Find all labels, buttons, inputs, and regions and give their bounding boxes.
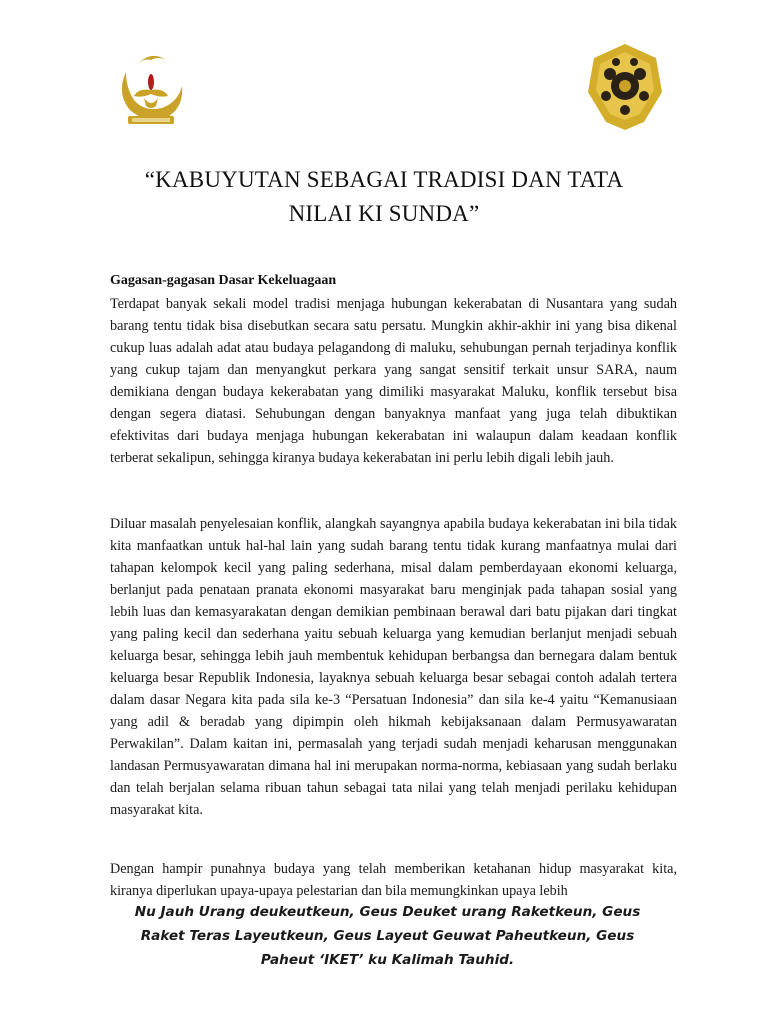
gold-crest-icon (582, 40, 668, 134)
footer-line-3: Paheut ‘IKET’ ku Kalimah Tauhid. (260, 952, 515, 968)
paragraph-2: Diluar masalah penyelesaian konflik, alangkah sayangnya apabila budaya kekerabatan ini bila tidak kita manfaatkan untuk hal-hal lain yang sudah barang tentu tidak kurang manfaatnya mulai dari tahapan kelompok kecil yang paling sederhana, misal dalam pemberdayaan ekonomi keluarga, berlanjut pada penataan pranata ekonomi masyarakat baru menginjak pada tahapan sosial yang lebih luas dan kemasyarakatan dengan demikian pembinaan berawal dari batu pijakan dari tingkat yang paling kecil dan sederhana yaitu sebuah keluarga yang kemudian berlanjut menjadi sebuah keluarga besar, sehingga lebih jauh membentuk kehidupan berbangsa dan bernegara dalam bentuk keluarga besar Republik Indonesia, layaknya sebuah keluarga besar sebagai contoh adalah tertera dalam dasar Negara kita pada sila ke-3 “Persatuan Indonesia” dan sila ke-4 yaitu “Kemanusiaan yang adil & beradab yang dipimpin oleh hikmah kebijaksanaan dalam Permusyawaratan Perwakilan”. Dalam kaitan ini, permasalah yang terjadi sudah menjadi keharusan menggunakan landasan Permusyawaratan dimana hal ini merupakan norma-norma, kebiasaan yang sudah berlaku dan telah berjalan selama ribuan tahun sebagai tata nilai yang telah menjadi perilaku kehidupan masyarakat kita. (110, 516, 677, 818)
sundanese-emblem-icon (108, 42, 194, 132)
footer-line-1: Nu Jauh Urang deukeutkeun, Geus Deuket urang Raketkeun, Geus (134, 904, 641, 920)
document-title-line-1: “KABUYUTAN SEBAGAI TRADISI DAN TATA (144, 167, 624, 192)
paragraph-3: Dengan hampir punahnya budaya yang telah memberikan ketahanan hidup masyarakat kita, kiranya diperlukan upaya-upaya pelestarian dan bila memungkinkan upaya lebih (110, 861, 677, 899)
footer-line-2: Raket Teras Layeutkeun, Geus Layeut Geuwat Paheutkeun, Geus (140, 928, 635, 944)
section-heading: Gagasan-gagasan Dasar Kekeluagaan (110, 273, 337, 288)
paragraph-1: Terdapat banyak sekali model tradisi menjaga hubungan kekerabatan di Nusantara yang sudah barang tentu tidak bisa disebutkan secara satu persatu. Mungkin akhir-akhir ini yang bisa dikenal cukup luas adalah adat atau budaya pelagandong di maluku, sehubungan pernah terjadinya konflik yang cukup tajam dan menyangkut perkara yang sangat sensitif terkait unsur SARA, naum demikiana dengan budaya kekerabatan yang dimiliki masyarakat Maluku, konflik tersebut bisa dengan segera diatasi. Sehubungan dengan banyaknya manfaat yang juga telah dibuktikan efektivitas dari budaya menjaga hubungan kekerabatan ini walaupun dalam keadaan konflik terberat sekalipun, sehingga kiranya budaya kekerabatan ini perlu lebih digali lebih jauh. (110, 296, 677, 466)
document-title-line-2: NILAI KI SUNDA” (288, 201, 480, 226)
footer-motto (120, 900, 655, 972)
